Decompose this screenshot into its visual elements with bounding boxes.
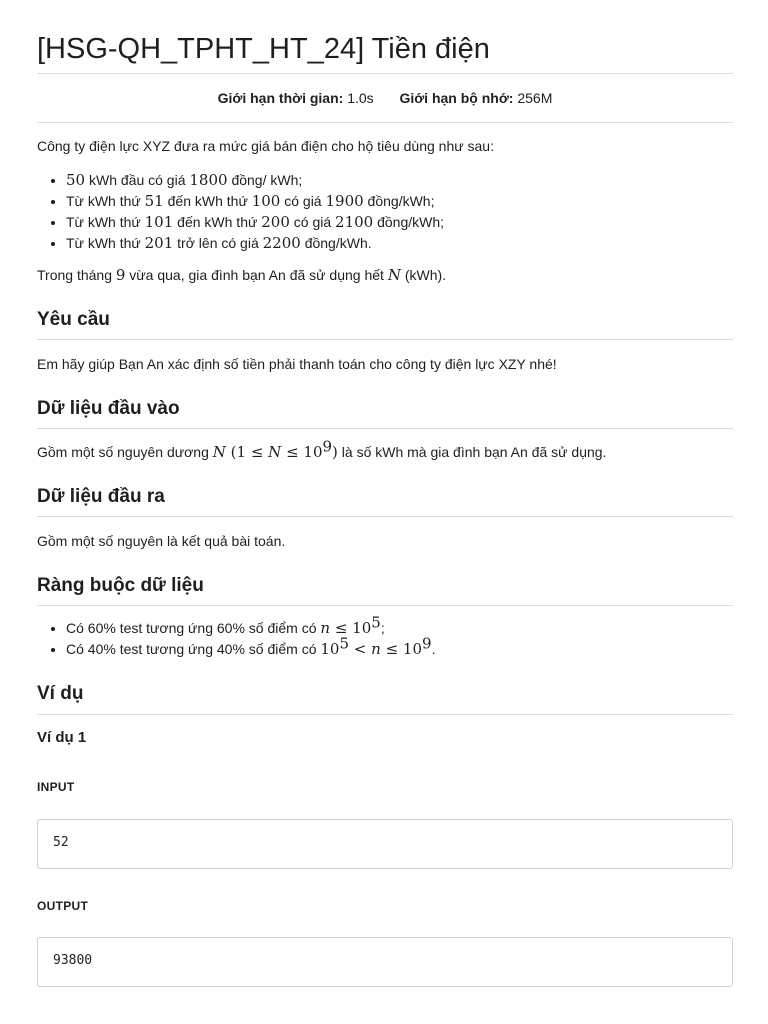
usage-text: Trong tháng 9 vừa qua, gia đình bạn An đã sử dụng hết N (kWh).	[37, 266, 447, 284]
request-divider	[37, 339, 733, 340]
constraint-item: • Có 40% test tương ứng 40% số điểm có $10^5 < n \le 10^9$.	[66, 639, 435, 660]
example-1-title: Ví dụ 1	[37, 729, 87, 746]
output-label: OUTPUT	[37, 899, 89, 913]
pricing-item: • Từ kWh thứ 51 đến kWh thứ 100 có giá 1900 đồng/kWh;	[66, 191, 444, 212]
title-divider	[37, 73, 733, 74]
output-text: Gồm một số nguyên là kết quả bài toán.	[37, 533, 286, 549]
input-divider	[37, 428, 733, 429]
examples-heading: Ví dụ	[37, 683, 84, 704]
sample-input-box[interactable]	[37, 819, 733, 869]
request-heading: Yêu cầu	[37, 309, 110, 330]
pricing-item: • 50 kWh đầu có giá 1800 đồng/ kWh;	[66, 170, 444, 191]
constraints-heading: Ràng buộc dữ liệu	[37, 575, 204, 596]
output-heading: Dữ liệu đầu ra	[37, 486, 165, 507]
sample-input-value: 52	[53, 835, 69, 850]
time-limit-value: 1.0s	[347, 90, 374, 106]
limits-divider	[37, 122, 733, 123]
request-text: Em hãy giúp Bạn An xác định số tiền phải thanh toán cho công ty điện lực XZY nhé!	[37, 356, 557, 372]
sample-output-value: 93800	[53, 953, 93, 968]
output-divider	[37, 516, 733, 517]
constraints-list	[37, 613, 436, 660]
limits-bar	[37, 88, 733, 108]
pricing-item: • Từ kWh thứ 201 trở lên có giá 2200 đồng/kWh.	[66, 233, 444, 254]
input-label: INPUT	[37, 780, 75, 794]
input-text: Gồm một số nguyên dương N $(1 \le N \le 10^9)$ là số kWh mà gia đình bạn An đã sử dụng.	[37, 437, 607, 461]
page-title: [HSG-QH_TPHT_HT_24] Tiền điện	[37, 33, 490, 65]
input-heading: Dữ liệu đầu vào	[37, 398, 180, 419]
pricing-item: • Từ kWh thứ 101 đến kWh thứ 200 có giá 2100 đồng/kWh;	[66, 212, 444, 233]
memory-limit-label: Giới hạn bộ nhớ:	[399, 90, 514, 106]
sample-output-box[interactable]	[37, 937, 733, 987]
examples-divider	[37, 714, 733, 715]
time-limit-label: Giới hạn thời gian:	[217, 90, 344, 106]
memory-limit-value: 256M	[517, 90, 553, 106]
constraints-divider	[37, 605, 733, 606]
pricing-list	[37, 170, 444, 254]
constraint-item: • Có 60% test tương ứng 60% số điểm có $n \le 10^5$;	[66, 618, 435, 639]
intro-text: Công ty điện lực XYZ đưa ra mức giá bán điện cho hộ tiêu dùng như sau:	[37, 138, 494, 154]
